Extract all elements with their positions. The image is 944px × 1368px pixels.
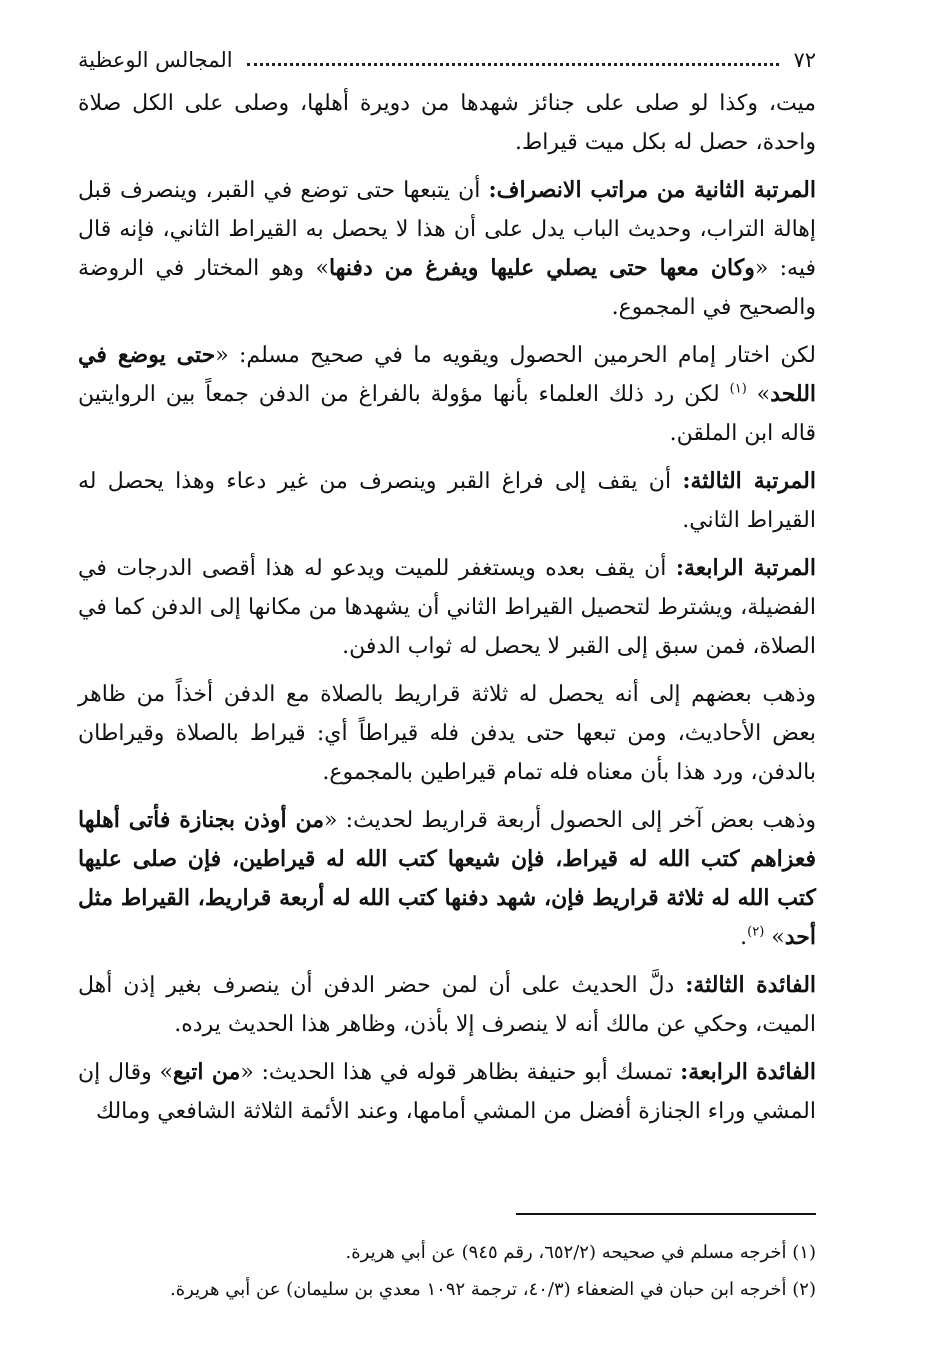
paragraph-text: .	[740, 925, 748, 950]
paragraph-text: وذهب بعض آخر إلى الحصول أربعة قراريط لحديث: «	[324, 808, 817, 833]
paragraph-text: أن يتبعها حتى توضع في القبر، وينصرف قبل إهالة التراب، وحديث الباب يدل على أن هذا لا يحصل به القيراط الثاني، فإنه قال فيه: «	[78, 178, 816, 281]
footnote: (٢) أخرجه ابن حبان في الضعفاء (٤٠/٣، ترجمة ١٠٩٢ معدي بن سليمان) عن أبي هريرة.	[170, 1279, 816, 1300]
paragraph	[78, 171, 816, 327]
hadith-quote: حتى يوضع في اللحد	[78, 342, 817, 407]
body-text	[78, 84, 816, 1140]
paragraph-text: لكن اختار إمام الحرمين الحصول ويقويه ما في صحيح مسلم: «	[215, 343, 816, 368]
paragraph-text: وذهب بعضهم إلى أنه يحصل له ثلاثة قراريط بالصلاة مع الدفن أخذاً من ظاهر بعض الأحاديث، ومن تبعها حتى يدفن فله قيراطاً أي: قيراط بالصلاة وقيراطان بالدفن، ورد هذا بأن معناه فله تمام قيراطين بالمجموع.	[78, 682, 816, 785]
section-heading: المرتبة الثانية من مراتب الانصراف:	[488, 177, 816, 203]
footnote-separator	[516, 1213, 816, 1215]
paragraph	[78, 966, 816, 1044]
paragraph-text: » وقال إن المشي وراء الجنازة أفضل من المشي أمامها، وعند الأئمة الثلاثة الشافعي ومالك	[78, 1060, 816, 1124]
paragraph-text: لكن رد ذلك العلماء بأنها مؤولة بالفراغ من الدفن جمعاً بين الروايتين قاله ابن الملقن.	[78, 382, 816, 446]
paragraph-text: أن يقف إلى فراغ القبر وينصرف من غير دعاء وهذا يحصل له القيراط الثاني.	[78, 469, 816, 533]
section-heading: الفائدة الرابعة:	[680, 1059, 816, 1085]
footnote: (١) أخرجه مسلم في صحيحه (٦٥٢/٢، رقم ٩٤٥) عن أبي هريرة.	[345, 1242, 816, 1263]
hadith-quote: من أوذن بجنازة فأتى أهلها فعزاهم كتب الله له قيراط، فإن شيعها كتب الله له قيراطين، فإن صلى عليها كتب الله له ثلاثة قراريط فإن، شهد دفنها كتب الله له أربعة قراريط، القيراط مثل أحد	[78, 807, 816, 950]
paragraph-text: ميت، وكذا لو صلى على جنائز شهدها من دويرة أهلها، وصلى على الكل صلاة واحدة، حصل له بكل ميت قيراط.	[78, 91, 816, 155]
paragraph-text: » وهو المختار في الروضة والصحيح في المجموع.	[78, 256, 816, 320]
hadith-quote: وكان معها حتى يصلي عليها ويفرغ من دفنها	[328, 255, 755, 281]
section-heading: الفائدة الثالثة:	[685, 972, 817, 998]
header-dotted-leader	[247, 63, 780, 66]
paragraph	[78, 549, 816, 666]
paragraph	[78, 1053, 816, 1131]
paragraph-text: دلَّ الحديث على أن لمن حضر الدفن أن ينصرف بغير إذن أهل الميت، وحكي عن مالك أنه لا ينصرف إلا بأذن، وظاهر هذا الحديث يرده.	[78, 973, 816, 1037]
running-title: المجالس الوعظية	[78, 48, 233, 72]
paragraph-text: »	[746, 382, 771, 407]
paragraph	[78, 801, 816, 957]
paragraph-text: »	[764, 925, 785, 950]
paragraph	[78, 84, 816, 162]
paragraph	[78, 675, 816, 792]
paragraph-text: تمسك أبو حنيفة بظاهر قوله في هذا الحديث: «	[240, 1060, 681, 1085]
section-heading: المرتبة الرابعة:	[675, 555, 816, 581]
section-heading: المرتبة الثالثة:	[682, 468, 816, 494]
footnotes	[78, 1234, 816, 1308]
page-number: ٧٢	[793, 48, 816, 72]
paragraph	[78, 336, 816, 453]
footnote-reference[interactable]: (١)	[729, 381, 747, 397]
footnote-reference[interactable]: (٢)	[747, 924, 765, 940]
paragraph-text: أن يقف بعده ويستغفر للميت ويدعو له هذا أقصى الدرجات في الفضيلة، ويشترط لتحصيل القيراط الثاني أن يشهدها من مكانها إلى الدفن كما في الصلاة، فمن سبق إلى القبر لا يحصل له ثواب الدفن.	[78, 556, 816, 659]
paragraph	[78, 462, 816, 540]
hadith-quote: من اتبع	[172, 1059, 241, 1085]
page-header	[78, 40, 816, 80]
